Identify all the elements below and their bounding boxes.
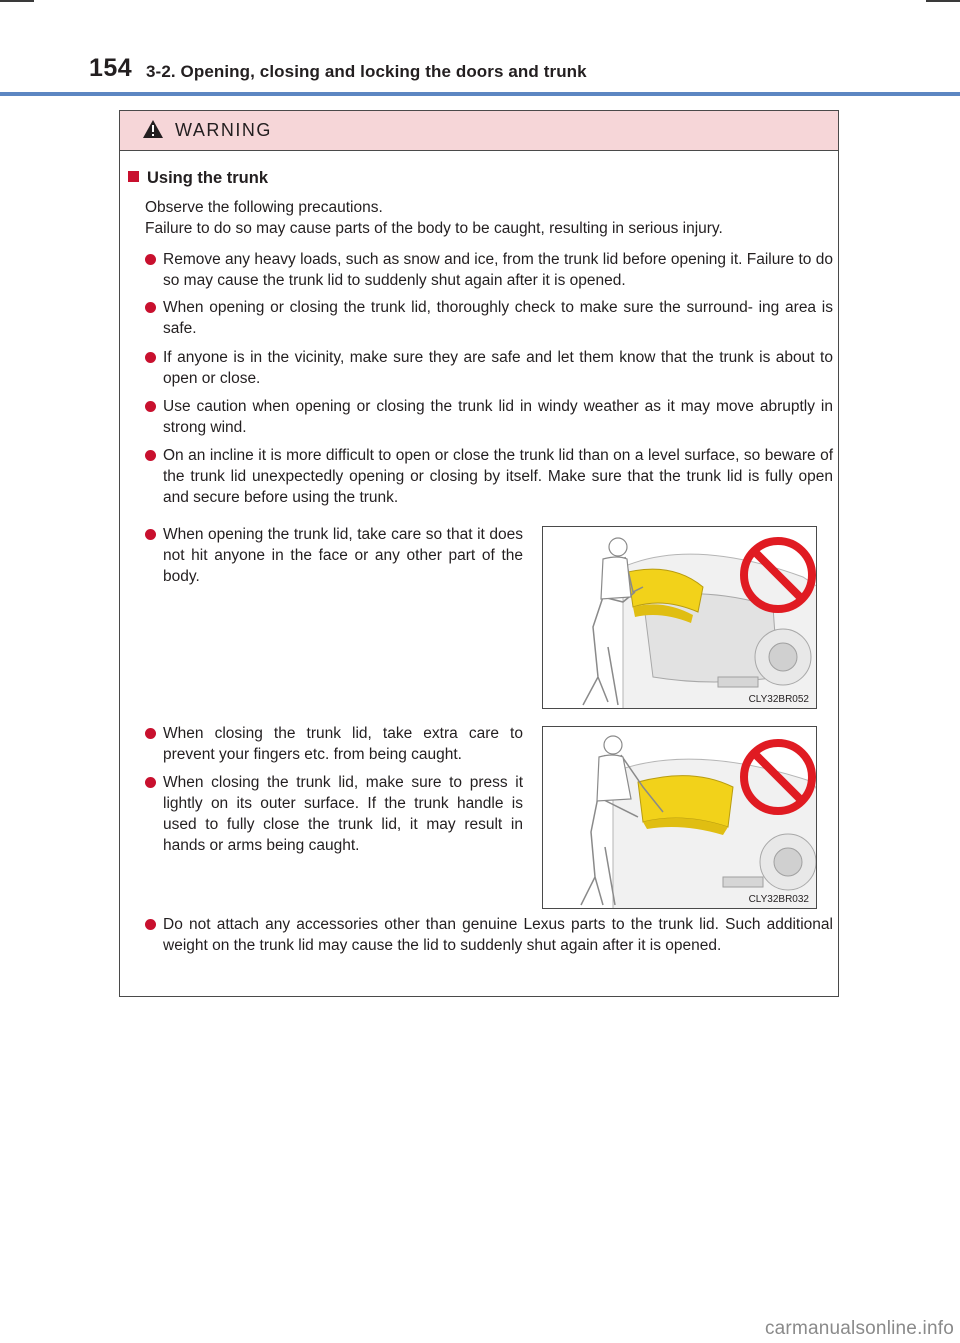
bullet-item <box>145 297 833 339</box>
bullet-icon <box>145 919 156 930</box>
intro-text <box>145 197 835 239</box>
bullet-icon <box>145 529 156 540</box>
trunk-opening-illustration <box>543 527 817 709</box>
intro-line: Failure to do so may cause parts of the body to be caught, resulting in serious injury. <box>145 220 723 237</box>
bullet-text: When closing the trunk lid, take extra care to prevent your fingers etc. from being caught. <box>163 725 523 763</box>
warning-header <box>120 111 838 151</box>
bullet-text: Remove any heavy loads, such as snow and ice, from the trunk lid before opening it. Failure to do so may cause the trunk lid to suddenly shut again after it is opened. <box>163 251 833 289</box>
intro-line: Observe the following precautions. <box>145 199 383 216</box>
illustration-code: CLY32BR052 <box>748 694 809 705</box>
bullet-icon <box>145 302 156 313</box>
bullet-icon <box>145 401 156 412</box>
watermark: carmanualsonline.info <box>764 1318 954 1339</box>
bullet-text: Do not attach any accessories other than genuine Lexus parts to the trunk lid. Such additional weight on the trunk lid may cause the lid to suddenly shut again after it is opened. <box>163 916 833 954</box>
bullet-item <box>145 914 833 956</box>
bullet-text: When closing the trunk lid, make sure to press it lightly on its outer surface. If the trunk handle is used to fully close the trunk lid, it may result in hands or arms being caught. <box>163 774 523 854</box>
bullet-text: When opening or closing the trunk lid, thoroughly check to make sure the surround- ing area is safe. <box>163 299 833 337</box>
crop-mark <box>0 0 34 2</box>
warning-box <box>119 110 839 997</box>
bullet-item <box>145 524 523 587</box>
bullet-icon <box>145 728 156 739</box>
bullet-item <box>145 249 833 291</box>
square-bullet-icon <box>128 171 139 182</box>
illustration-code: CLY32BR032 <box>748 894 809 905</box>
subheading <box>128 169 268 188</box>
illustration-opening-trunk <box>542 526 817 709</box>
bullet-text: When opening the trunk lid, take care so that it does not hit anyone in the face or any other part of the body. <box>163 526 523 585</box>
bullet-text: If anyone is in the vicinity, make sure they are safe and let them know that the trunk is about to open or close. <box>163 349 833 387</box>
bullet-icon <box>145 450 156 461</box>
bullet-icon <box>145 352 156 363</box>
page-number: 154 <box>89 54 133 82</box>
bullet-item <box>145 723 523 765</box>
warning-triangle-icon <box>142 119 164 139</box>
header-rule <box>0 92 960 96</box>
warning-label: WARNING <box>175 120 272 140</box>
bullet-text: On an incline it is more difficult to open or close the trunk lid than on a level surface, so beware of the trunk lid unexpectedly opening or closing by itself. Make sure that the trunk lid is fully open and secure before using the trunk. <box>163 447 833 506</box>
section-title: 3-2. Opening, closing and locking the doors and trunk <box>146 62 587 81</box>
bullet-item <box>145 445 833 508</box>
subheading-text: Using the trunk <box>147 169 269 187</box>
bullet-item <box>145 772 523 856</box>
bullet-icon <box>145 777 156 788</box>
bullet-icon <box>145 254 156 265</box>
illustration-closing-trunk <box>542 726 817 909</box>
trunk-closing-illustration <box>543 727 817 909</box>
crop-mark <box>926 0 960 2</box>
bullet-item <box>145 347 833 389</box>
bullet-item <box>145 396 833 438</box>
bullet-text: Use caution when opening or closing the trunk lid in windy weather as it may move abruptly in strong wind. <box>163 398 833 436</box>
